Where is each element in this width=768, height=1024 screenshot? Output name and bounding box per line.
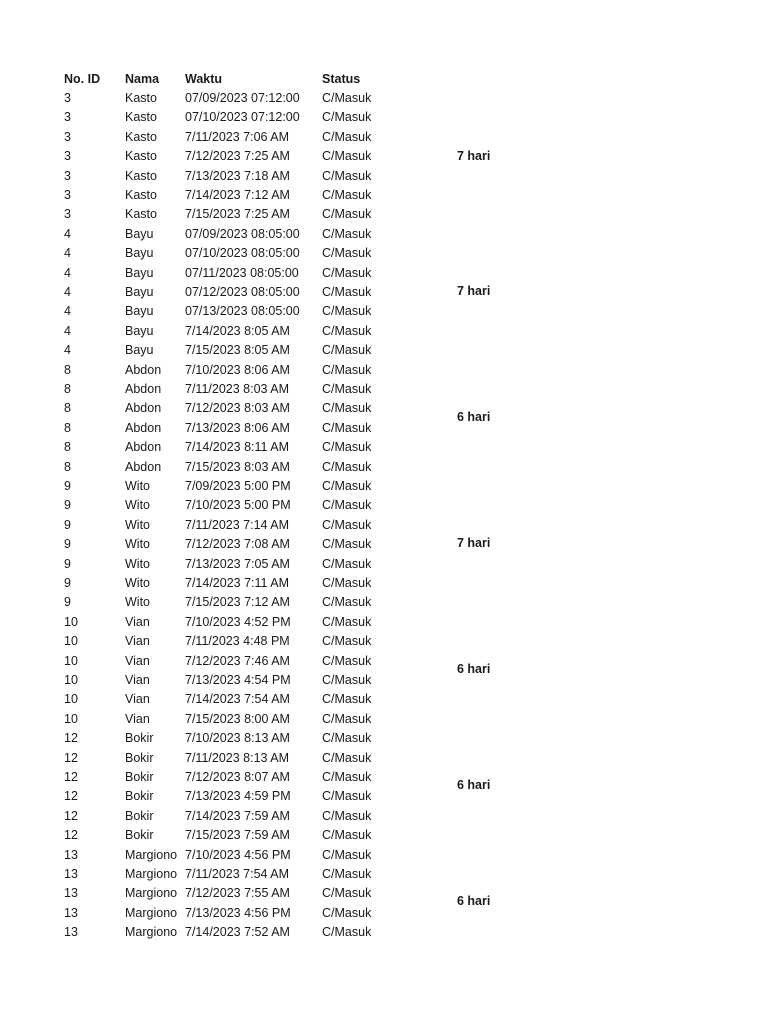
cell-nama: Vian — [125, 634, 150, 649]
cell-waktu: 7/10/2023 8:13 AM — [185, 731, 290, 746]
cell-status: C/Masuk — [322, 420, 372, 435]
cell-id: 10 — [64, 692, 78, 707]
cell-waktu: 7/14/2023 7:11 AM — [185, 576, 290, 590]
cell-waktu: 7/13/2023 8:06 AM — [185, 420, 290, 435]
table-row — [0, 186, 440, 205]
cell-status: C/Masuk — [322, 556, 372, 571]
cell-waktu: 7/14/2023 8:11 AM — [185, 440, 290, 455]
cell-nama: Wito — [125, 556, 150, 571]
cell-status: C/Masuk — [322, 110, 372, 125]
cell-waktu: 7/11/2023 7:06 AM — [185, 129, 290, 144]
cell-status: C/Masuk — [322, 382, 372, 396]
cell-status: C/Masuk — [322, 711, 372, 726]
table-row — [0, 361, 440, 380]
cell-id: 4 — [64, 323, 71, 338]
cell-id: 12 — [64, 828, 78, 843]
cell-status: C/Masuk — [322, 576, 372, 590]
table-row — [0, 302, 440, 321]
cell-id: 9 — [64, 576, 71, 590]
cell-status: C/Masuk — [322, 265, 372, 280]
cell-id: 4 — [64, 246, 71, 261]
table-row — [0, 884, 440, 903]
summary-days: 7 hari — [457, 536, 491, 550]
cell-waktu: 7/10/2023 8:06 AM — [185, 362, 290, 377]
cell-id: 3 — [64, 149, 71, 164]
table-row — [0, 244, 440, 263]
table-row — [0, 128, 440, 147]
cell-waktu: 7/15/2023 7:12 AM — [185, 595, 290, 610]
cell-status: C/Masuk — [322, 808, 372, 823]
cell-status: C/Masuk — [322, 653, 372, 668]
cell-status: C/Masuk — [322, 770, 372, 784]
cell-status: C/Masuk — [322, 285, 372, 299]
cell-id: 13 — [64, 867, 78, 881]
table-row — [0, 380, 440, 399]
cell-nama: Vian — [125, 673, 150, 687]
cell-status: C/Masuk — [322, 362, 372, 377]
table-row — [0, 865, 440, 884]
cell-status: C/Masuk — [322, 226, 372, 241]
table-row — [0, 555, 440, 574]
cell-status: C/Masuk — [322, 91, 372, 105]
cell-status: C/Masuk — [322, 595, 372, 610]
cell-waktu: 7/10/2023 4:56 PM — [185, 847, 291, 862]
cell-waktu: 7/14/2023 7:54 AM — [185, 692, 290, 707]
table-row — [0, 826, 440, 845]
cell-waktu: 07/13/2023 08:05:00 — [185, 304, 300, 319]
cell-id: 8 — [64, 459, 71, 474]
cell-nama: Kasto — [125, 207, 157, 222]
cell-status: C/Masuk — [322, 129, 372, 144]
cell-waktu: 07/12/2023 08:05:00 — [185, 285, 300, 299]
summary-days: 6 hari — [457, 894, 491, 908]
table-row — [0, 438, 440, 457]
cell-id: 4 — [64, 265, 71, 280]
cell-waktu: 7/12/2023 7:08 AM — [185, 537, 290, 552]
cell-nama: Bayu — [125, 246, 154, 261]
table-row — [0, 516, 440, 535]
cell-status: C/Masuk — [322, 498, 372, 513]
cell-id: 9 — [64, 479, 71, 493]
cell-nama: Margiono — [125, 925, 178, 940]
cell-waktu: 7/12/2023 7:46 AM — [185, 653, 290, 668]
cell-id: 12 — [64, 750, 78, 765]
cell-id: 13 — [64, 886, 78, 901]
cell-nama: Kasto — [125, 149, 157, 164]
cell-nama: Vian — [125, 653, 150, 668]
table-row — [0, 458, 440, 477]
cell-id: 13 — [64, 925, 78, 940]
cell-nama: Kasto — [125, 129, 157, 144]
cell-waktu: 7/13/2023 7:18 AM — [185, 168, 290, 183]
cell-id: 4 — [64, 226, 71, 241]
cell-status: C/Masuk — [322, 246, 372, 261]
cell-nama: Abdon — [125, 420, 162, 435]
header-nama: Nama — [125, 72, 160, 86]
cell-waktu: 7/12/2023 7:25 AM — [185, 149, 290, 164]
cell-waktu: 7/14/2023 7:52 AM — [185, 925, 290, 940]
cell-id: 8 — [64, 362, 71, 377]
table-row — [0, 341, 440, 360]
cell-nama: Abdon — [125, 362, 162, 377]
cell-status: C/Masuk — [322, 537, 372, 552]
summary-days: 6 hari — [457, 662, 491, 676]
table-row — [0, 749, 440, 768]
cell-id: 3 — [64, 188, 71, 202]
cell-nama: Bayu — [125, 226, 154, 241]
cell-status: C/Masuk — [322, 886, 372, 901]
table-row — [0, 787, 440, 806]
table-row — [0, 108, 440, 127]
cell-status: C/Masuk — [322, 847, 372, 862]
cell-id: 13 — [64, 847, 78, 862]
cell-id: 9 — [64, 517, 71, 532]
cell-nama: Bokir — [125, 731, 154, 746]
cell-nama: Wito — [125, 479, 150, 493]
table-header — [0, 70, 440, 89]
cell-status: C/Masuk — [322, 304, 372, 319]
cell-id: 12 — [64, 770, 78, 784]
cell-status: C/Masuk — [322, 731, 372, 746]
table-row — [0, 419, 440, 438]
cell-waktu: 7/15/2023 7:25 AM — [185, 207, 290, 222]
cell-status: C/Masuk — [322, 789, 372, 804]
cell-status: C/Masuk — [322, 692, 372, 707]
cell-nama: Abdon — [125, 401, 162, 416]
table-row — [0, 904, 440, 923]
cell-nama: Bayu — [125, 304, 154, 319]
cell-waktu: 07/09/2023 08:05:00 — [185, 226, 300, 241]
cell-waktu: 7/10/2023 4:52 PM — [185, 614, 291, 629]
cell-id: 10 — [64, 673, 78, 687]
cell-id: 3 — [64, 207, 71, 222]
cell-nama: Kasto — [125, 110, 157, 125]
cell-id: 8 — [64, 401, 71, 416]
cell-status: C/Masuk — [322, 323, 372, 338]
cell-id: 12 — [64, 731, 78, 746]
cell-nama: Bayu — [125, 285, 154, 299]
cell-waktu: 7/15/2023 8:05 AM — [185, 343, 290, 358]
cell-nama: Bokir — [125, 770, 154, 784]
cell-status: C/Masuk — [322, 905, 372, 920]
table-row — [0, 768, 440, 787]
cell-waktu: 7/14/2023 7:59 AM — [185, 808, 290, 823]
cell-nama: Bokir — [125, 750, 154, 765]
cell-waktu: 7/13/2023 4:54 PM — [185, 673, 291, 687]
table-row — [0, 632, 440, 651]
cell-status: C/Masuk — [322, 750, 372, 765]
table-row — [0, 574, 440, 593]
cell-status: C/Masuk — [322, 459, 372, 474]
cell-id: 9 — [64, 537, 71, 552]
summary-days: 6 hari — [457, 410, 491, 424]
cell-waktu: 7/15/2023 8:03 AM — [185, 459, 290, 474]
cell-status: C/Masuk — [322, 925, 372, 940]
table-row — [0, 322, 440, 341]
cell-waktu: 7/13/2023 7:05 AM — [185, 556, 290, 571]
cell-id: 9 — [64, 556, 71, 571]
cell-status: C/Masuk — [322, 343, 372, 358]
cell-nama: Bayu — [125, 343, 154, 358]
cell-waktu: 07/09/2023 07:12:00 — [185, 91, 300, 105]
table-row — [0, 496, 440, 515]
cell-id: 4 — [64, 343, 71, 358]
cell-waktu: 7/13/2023 4:56 PM — [185, 905, 291, 920]
cell-waktu: 7/11/2023 7:54 AM — [185, 867, 290, 881]
cell-nama: Abdon — [125, 459, 162, 474]
cell-nama: Bokir — [125, 789, 154, 804]
cell-status: C/Masuk — [322, 517, 372, 532]
cell-nama: Bayu — [125, 323, 154, 338]
table-row — [0, 807, 440, 826]
cell-status: C/Masuk — [322, 479, 372, 493]
cell-nama: Bokir — [125, 808, 154, 823]
cell-nama: Abdon — [125, 382, 162, 396]
cell-nama: Wito — [125, 517, 150, 532]
cell-waktu: 7/13/2023 4:59 PM — [185, 789, 291, 804]
cell-waktu: 07/10/2023 08:05:00 — [185, 246, 300, 261]
cell-waktu: 07/11/2023 08:05:00 — [185, 265, 299, 280]
cell-status: C/Masuk — [322, 634, 372, 649]
cell-status: C/Masuk — [322, 828, 372, 843]
cell-nama: Margiono — [125, 886, 178, 901]
cell-waktu: 7/15/2023 7:59 AM — [185, 828, 290, 843]
cell-id: 3 — [64, 129, 71, 144]
table-row — [0, 225, 440, 244]
cell-nama: Margiono — [125, 867, 178, 881]
header-id: No. ID — [64, 72, 101, 86]
cell-id: 9 — [64, 595, 71, 610]
cell-id: 3 — [64, 168, 71, 183]
cell-waktu: 7/12/2023 8:07 AM — [185, 770, 290, 784]
cell-id: 12 — [64, 789, 78, 804]
table-row — [0, 89, 440, 108]
cell-id: 13 — [64, 905, 78, 920]
cell-waktu: 7/12/2023 8:03 AM — [185, 401, 290, 416]
table-row — [0, 923, 440, 942]
cell-nama: Kasto — [125, 168, 157, 183]
cell-status: C/Masuk — [322, 440, 372, 455]
cell-nama: Margiono — [125, 847, 178, 862]
header-waktu: Waktu — [185, 72, 223, 86]
cell-nama: Wito — [125, 595, 150, 610]
cell-waktu: 7/09/2023 5:00 PM — [185, 479, 291, 493]
cell-nama: Vian — [125, 692, 150, 707]
cell-status: C/Masuk — [322, 401, 372, 416]
cell-waktu: 7/15/2023 8:00 AM — [185, 711, 290, 726]
cell-nama: Margiono — [125, 905, 178, 920]
summary-days: 7 hari — [457, 284, 491, 298]
cell-id: 10 — [64, 634, 78, 649]
cell-status: C/Masuk — [322, 614, 372, 629]
table-row — [0, 613, 440, 632]
cell-status: C/Masuk — [322, 867, 372, 881]
table-row — [0, 477, 440, 496]
cell-nama: Wito — [125, 498, 150, 513]
table-row — [0, 535, 440, 554]
cell-waktu: 7/12/2023 7:55 AM — [185, 886, 290, 901]
cell-nama: Kasto — [125, 188, 157, 202]
table-row — [0, 147, 440, 166]
cell-nama: Kasto — [125, 91, 157, 105]
table-row — [0, 205, 440, 224]
cell-id: 3 — [64, 110, 71, 125]
cell-id: 8 — [64, 440, 71, 455]
cell-waktu: 7/11/2023 7:14 AM — [185, 517, 290, 532]
table-row — [0, 264, 440, 283]
cell-status: C/Masuk — [322, 673, 372, 687]
table-row — [0, 652, 440, 671]
table-row — [0, 399, 440, 418]
cell-id: 10 — [64, 614, 78, 629]
cell-waktu: 7/11/2023 8:13 AM — [185, 750, 290, 765]
cell-waktu: 7/11/2023 8:03 AM — [185, 382, 290, 396]
table-row — [0, 283, 440, 302]
cell-id: 10 — [64, 653, 78, 668]
cell-id: 9 — [64, 498, 71, 513]
cell-id: 3 — [64, 91, 71, 105]
cell-nama: Wito — [125, 576, 150, 590]
table-row — [0, 593, 440, 612]
summary-days: 6 hari — [457, 778, 491, 792]
summary-days: 7 hari — [457, 149, 491, 163]
cell-status: C/Masuk — [322, 168, 372, 183]
cell-id: 8 — [64, 420, 71, 435]
cell-nama: Vian — [125, 614, 150, 629]
header-status: Status — [322, 72, 361, 86]
cell-nama: Vian — [125, 711, 150, 726]
cell-nama: Bokir — [125, 828, 154, 843]
cell-status: C/Masuk — [322, 207, 372, 222]
cell-nama: Bayu — [125, 265, 154, 280]
table-row — [0, 690, 440, 709]
cell-waktu: 7/14/2023 7:12 AM — [185, 188, 290, 202]
cell-nama: Abdon — [125, 440, 162, 455]
cell-id: 10 — [64, 711, 78, 726]
table-row — [0, 167, 440, 186]
cell-status: C/Masuk — [322, 188, 372, 202]
cell-id: 12 — [64, 808, 78, 823]
cell-id: 4 — [64, 304, 71, 319]
cell-waktu: 7/11/2023 4:48 PM — [185, 634, 290, 649]
cell-nama: Wito — [125, 537, 150, 552]
cell-waktu: 7/14/2023 8:05 AM — [185, 323, 290, 338]
cell-status: C/Masuk — [322, 149, 372, 164]
cell-waktu: 7/10/2023 5:00 PM — [185, 498, 291, 513]
table-row — [0, 710, 440, 729]
table-row — [0, 671, 440, 690]
cell-id: 4 — [64, 285, 71, 299]
table-row — [0, 729, 440, 748]
table-row — [0, 846, 440, 865]
cell-id: 8 — [64, 382, 71, 396]
cell-waktu: 07/10/2023 07:12:00 — [185, 110, 300, 125]
